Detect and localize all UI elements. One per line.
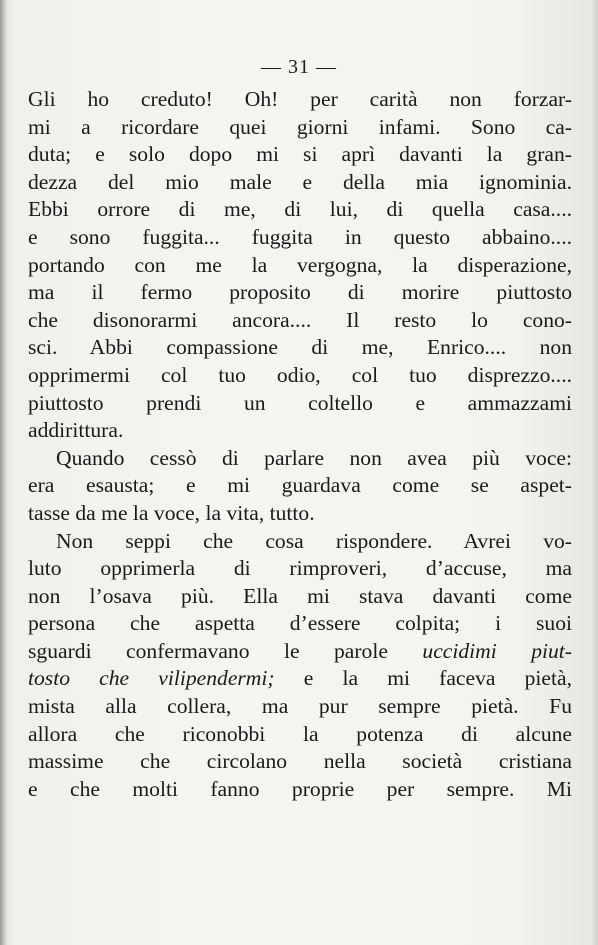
text-line-paragraph-start: Quando cessò di parlare non avea più voce: <box>56 445 572 470</box>
text-line-mixed <box>28 638 572 666</box>
text-segment: e la mi faceva pietà, <box>303 666 572 691</box>
text-line: che disonorarmi ancora.... Il resto lo cono- <box>28 307 572 332</box>
text-line: massime che circolano nella società cristiana <box>28 749 572 774</box>
text-line: e che molti fanno proprie per sempre. Mi <box>28 776 572 801</box>
italic-quote-segment: tosto che vilipendermi; <box>28 666 275 691</box>
text-line-mixed <box>28 665 572 693</box>
text-line: sci. Abbi compassione di me, Enrico.... non <box>28 335 572 360</box>
text-line: opprimermi col tuo odio, col tuo disprezzo.... <box>28 362 572 387</box>
text-line: e sono fuggita... fuggita in questo abbaino.... <box>28 224 572 249</box>
text-line: non l’osava più. Ella mi stava davanti come <box>28 583 572 608</box>
text-line: ma il fermo proposito di morire piuttosto <box>28 280 572 305</box>
text-line: allora che riconobbi la potenza di alcune <box>28 721 572 746</box>
text-line: Gli ho creduto! Oh! per carità non forzar- <box>28 87 572 111</box>
text-line: piuttosto prendi un coltello e ammazzami <box>28 390 572 415</box>
text-line: era esausta; e mi guardava come se aspet- <box>28 473 572 498</box>
italic-quote-segment: uccidimi piut- <box>422 638 572 663</box>
text-line: Ebbi orrore di me, di lui, di quella casa.... <box>28 197 572 222</box>
page-edge-shadow <box>590 0 598 945</box>
text-line: mista alla collera, ma pur sempre pietà. Fu <box>28 694 572 719</box>
text-line: portando con me la vergogna, la disperazione, <box>28 252 572 277</box>
text-line-paragraph-end: tasse da me la voce, la vita, tutto. <box>28 500 315 525</box>
body-text <box>28 86 572 803</box>
text-segment: sguardi confermavano le parole <box>28 638 388 663</box>
text-line-paragraph-start: Non seppi che cosa rispondere. Avrei vo- <box>56 528 572 553</box>
text-line: persona che aspetta d’essere colpita; i suoi <box>28 611 572 636</box>
text-line-paragraph-end: addirittura. <box>28 418 124 443</box>
page-number: — 31 — <box>261 56 337 78</box>
text-line: luto opprimerla di rimproveri, d’accuse, ma <box>28 556 572 581</box>
text-line: mi a ricordare quei giorni infami. Sono ca- <box>28 114 572 139</box>
text-line: duta; e solo dopo mi si aprì davanti la gran- <box>28 142 572 167</box>
page-spine-shadow <box>0 0 6 945</box>
text-line: dezza del mio male e della mia ignominia. <box>28 169 572 194</box>
